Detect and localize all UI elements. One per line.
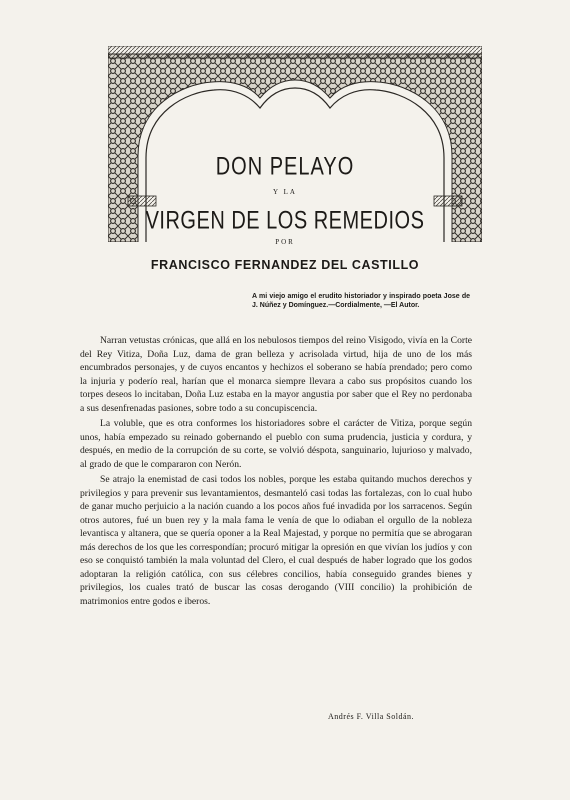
signature: Andrés F. Villa Soldán. bbox=[328, 712, 415, 721]
title-line-1: DON PELAYO bbox=[215, 153, 355, 181]
paragraph: Se atrajo la enemistad de casi todos los nobles, porque les estaba quitando muchos derechos y privilegios y para prevenir sus levantamientos, desmanteló casi todas las fortalezas, con lo cual hubo de ganar mucho perjuicio a la nación cuando a los pocos años fué invadida por los sarracenos. Según otros autores, fué un buen rey y la mala fama le venía de que lo odiaban el orgullo de la nobleza levantisca y altanera, que se quería oponer a la Real Majestad, y porque no permitía que se abrogaran más derechos de los que les correspondían; procuró mitigar la opresión en que vivían los judíos y con eso se conquistó también la mala voluntad del Clero, el cual después de haber logrado que los godos adoptaran la religión católica, con sus célebres concilios, había conseguido grandes bienes y privilegios, los cuales trató de buscar las cosas derogando (VIII concilio) la prohibición de matrimonios entre godos e iberos. bbox=[80, 474, 472, 607]
byline: POR bbox=[275, 238, 295, 246]
title-conjunction: Y LA bbox=[273, 188, 297, 196]
paragraph: Narran vetustas crónicas, que allá en los nebulosos tiempos del reino Visigodo, vivía en la Corte del Rey Vitiza, Doña Luz, dama de gran belleza y acrisolada virtud, hija de uno de los más encumbrados personajes, y de cuyos encantos y hechizos el soberano se había prendado; pero como la injuria y poderío real, harían que el monarca siempre llevara a cabo sus propósitos cuando los torpes deseos lo incitaban, Doña Luz estaba en la mayor angustia por saber que el Rey no perdonaba a sus desenfrenadas pasiones, sobre todo a su concupiscencia. bbox=[80, 335, 472, 414]
dedication-text: A mi viejo amigo el erudito historiador y inspirado poeta Jose de J. Núñez y Domínguez.—Cordialmente, —El Autor. bbox=[252, 293, 470, 309]
title-line-2: VIRGEN DE LOS REMEDIOS bbox=[145, 207, 425, 235]
body-text bbox=[80, 334, 472, 608]
author-name: FRANCISCO FERNANDEZ DEL CASTILLO bbox=[150, 258, 420, 272]
paragraph: La voluble, que es otra conformes los historiadores sobre el carácter de Vitiza, porque según unos, había empezado su reinado gobernando el pueblo con suma prudencia, justicia y cordura, y después, en medio de la corrupción de su corte, se volvió déspota, sanguinario, lujurioso y malvado, al grado de que le compararon con Nerón. bbox=[80, 418, 472, 470]
